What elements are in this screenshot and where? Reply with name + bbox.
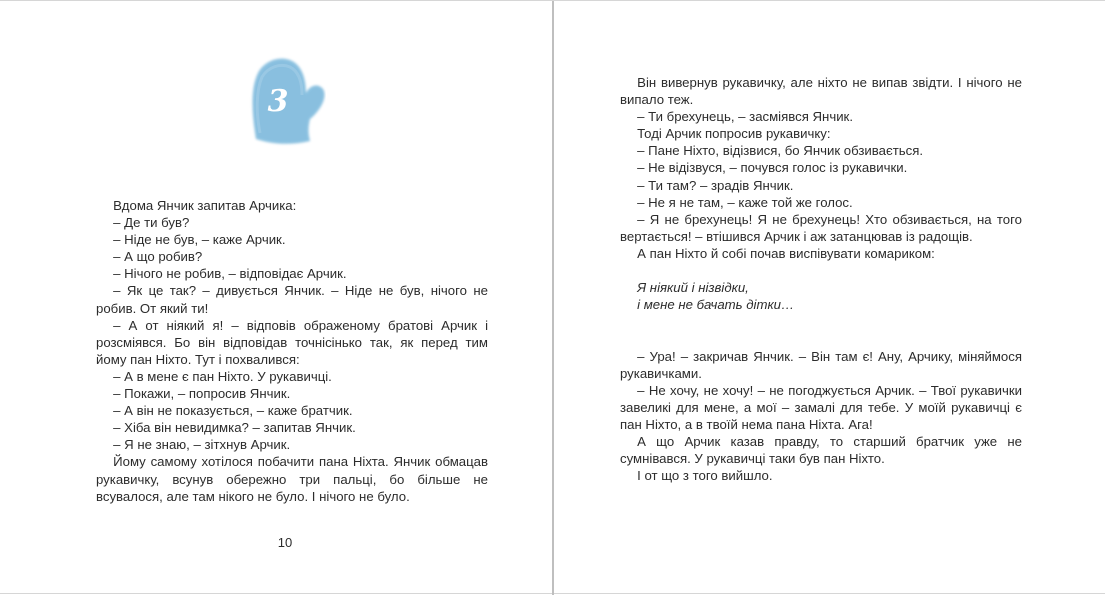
paragraph: Йому самому хотілося побачити пана Ніхта. Янчик обмацав рукавичку, всунув обережно три пальці, бо більше не всувалося, але там нікого не було. І нічого не було.: [96, 454, 488, 504]
left-page: [0, 1, 552, 595]
paragraph: – Ніде не був, – каже Арчик.: [113, 232, 286, 248]
paragraph: – Не хочу, не хочу! – не погоджується Арчик. – Твої рукавички завеликі для мене, а мої – замалі для тебе. У моїй рукавичці є пан Ніхто, а в твоїй нема пана Ніхта. Ага!: [620, 382, 1022, 432]
paragraph: – Ти брехунець, – засміявся Янчик.: [637, 109, 853, 125]
paragraph: – Я не брехунець! Я не брехунець! Хто обзивається, на того вертається! – втішився Арчик і аж затанцював із радощів.: [620, 211, 1022, 244]
verse-spacer: [620, 330, 1022, 347]
page-number: 10: [277, 535, 293, 550]
paragraph: Він вивернув рукавичку, але ніхто не випав звідти. І нічого не випало теж.: [620, 75, 1022, 108]
paragraph: – Пане Ніхто, відізвися, бо Янчик обзивається.: [637, 143, 924, 159]
paragraph: – Покажи, – попросив Янчик.: [113, 386, 291, 402]
paragraph: – А він не показується, – каже братчик.: [113, 403, 353, 419]
paragraph: Вдома Янчик запитав Арчика:: [113, 198, 297, 213]
right-page-text: [620, 74, 1022, 484]
verse-line: Я ніякий і нізвідки,: [637, 280, 749, 296]
paragraph: – Як це так? – дивується Янчик. – Ніде не був, нічого не робив. От який ти!: [96, 283, 488, 316]
paragraph: – А в мене є пан Ніхто. У рукавичці.: [113, 368, 332, 384]
right-page: [554, 1, 1105, 595]
paragraph: Тоді Арчик попросив рукавичку:: [637, 126, 831, 142]
paragraph: – Я не знаю, – зітхнув Арчик.: [113, 437, 291, 453]
paragraph: А пан Ніхто й собі почав виспівувати комариком:: [637, 245, 935, 261]
verse-spacer: [620, 313, 1022, 330]
paragraph: – Де ти був?: [113, 215, 190, 231]
paragraph: – А що робив?: [113, 249, 203, 265]
paragraph: – Ура! – закричав Янчик. – Він там є! Ану, Арчику, міняймося рукавичками.: [620, 348, 1022, 381]
paragraph: – А от ніякий я! – відповів ображеному братові Арчик і розсміявся. Бо він відповідав точнісінько так, як перед тим йому пан Ніхто. Тут і похвалився:: [96, 317, 488, 367]
paragraph: – Не відізвуся, – почувся голос із рукавички.: [637, 160, 908, 176]
paragraph: – Ти там? – зрадів Янчик.: [637, 177, 794, 193]
chapter-badge: [246, 53, 326, 149]
chapter-number: 3: [267, 83, 289, 119]
paragraph: А що Арчик казав правду, то старший братчик уже не сумнівався. У рукавичці таки був пан Ніхто.: [620, 433, 1022, 467]
left-page-text: [96, 197, 488, 505]
paragraph: – Не я не там, – каже той же голос.: [637, 194, 853, 210]
paragraph: – Хіба він невидимка? – запитав Янчик.: [113, 420, 356, 436]
verse-line: і мене не бачать дітки…: [637, 297, 795, 313]
paragraph: І от що з того вийшло.: [637, 468, 773, 484]
paragraph: – Нічого не робив, – відповідає Арчик.: [113, 266, 347, 282]
verse-spacer: [620, 262, 1022, 279]
